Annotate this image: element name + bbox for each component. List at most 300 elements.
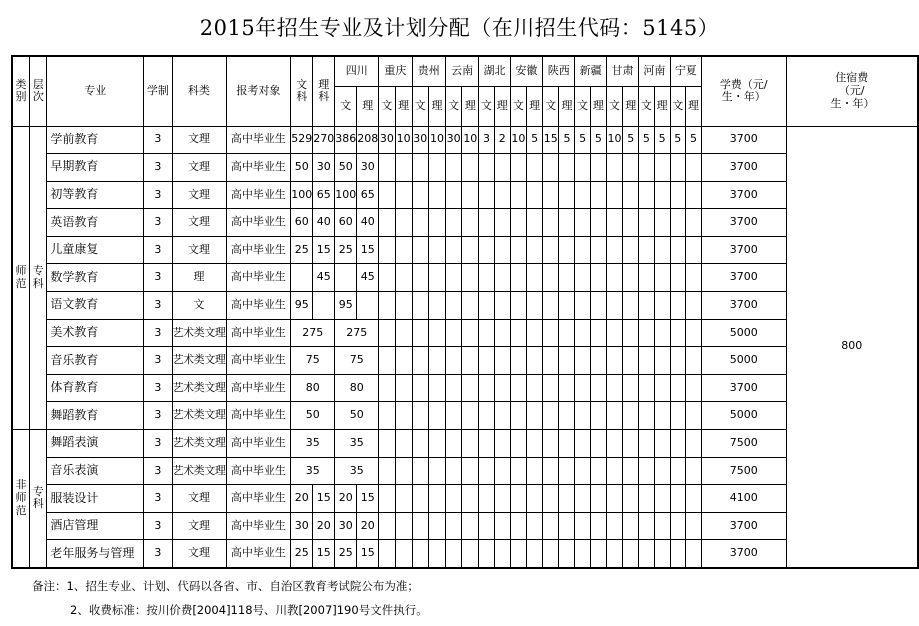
province-li-cell: 5	[527, 126, 543, 154]
total-cell: 75	[291, 347, 335, 375]
empty-cell	[543, 292, 559, 320]
empty-cell	[623, 209, 639, 237]
empty-cell	[479, 374, 494, 402]
empty-cell	[575, 485, 590, 513]
empty-cell	[606, 457, 622, 485]
empty-cell	[670, 540, 685, 568]
total-wen-cell: 60	[291, 209, 313, 237]
empty-cell	[494, 319, 510, 347]
province-wen-cell	[335, 264, 357, 292]
subject-cell: 艺术类文理	[172, 347, 226, 375]
empty-cell	[395, 319, 412, 347]
empty-cell	[412, 540, 428, 568]
empty-cell	[606, 209, 622, 237]
empty-cell	[654, 374, 670, 402]
empty-cell	[428, 485, 445, 513]
duration-cell: 3	[144, 209, 172, 237]
empty-cell	[494, 292, 510, 320]
empty-cell	[412, 236, 428, 264]
empty-cell	[606, 540, 622, 568]
header-province: 重庆	[379, 56, 412, 86]
empty-cell	[462, 540, 479, 568]
applicants-cell: 高中毕业生	[226, 264, 291, 292]
total-li-cell	[313, 292, 335, 320]
table-row	[12, 236, 918, 264]
empty-cell	[670, 319, 685, 347]
subject-cell: 艺术类文理	[172, 402, 226, 430]
empty-cell	[670, 209, 685, 237]
total-cell: 50	[291, 402, 335, 430]
table-row	[12, 485, 918, 513]
empty-cell	[462, 485, 479, 513]
empty-cell	[445, 512, 461, 540]
empty-cell	[379, 430, 395, 458]
major-cell: 语文教育	[47, 292, 144, 320]
major-cell: 数学教育	[47, 264, 144, 292]
total-cell: 35	[291, 457, 335, 485]
province-wen-cell: 25	[335, 236, 357, 264]
empty-cell	[590, 181, 606, 209]
empty-cell	[623, 181, 639, 209]
header-wen: 文	[606, 86, 622, 126]
header-subject: 科类	[172, 56, 226, 126]
province-li-cell: 5	[685, 126, 701, 154]
empty-cell	[445, 292, 461, 320]
empty-cell	[559, 319, 575, 347]
empty-cell	[479, 181, 494, 209]
subject-cell: 艺术类文理	[172, 374, 226, 402]
total-li-cell: 15	[313, 485, 335, 513]
tuition-cell: 3700	[702, 154, 787, 182]
empty-cell	[654, 292, 670, 320]
header-province: 贵州	[412, 56, 445, 86]
empty-cell	[575, 402, 590, 430]
notes	[32, 574, 428, 622]
empty-cell	[510, 540, 526, 568]
empty-cell	[543, 540, 559, 568]
empty-cell	[527, 264, 543, 292]
header-province: 四川	[335, 56, 379, 86]
empty-cell	[639, 540, 654, 568]
empty-cell	[670, 430, 685, 458]
header-duration: 学制	[144, 56, 172, 126]
empty-cell	[654, 236, 670, 264]
tuition-cell: 5000	[702, 402, 787, 430]
empty-cell	[670, 181, 685, 209]
table-row	[12, 292, 918, 320]
note-1: 备注：1、招生专业、计划、代码以各省、市、自治区教育考试院公布为准；	[32, 579, 419, 593]
header-li: 理	[395, 86, 412, 126]
empty-cell	[428, 540, 445, 568]
table-row	[12, 402, 918, 430]
applicants-cell: 高中毕业生	[226, 347, 291, 375]
empty-cell	[639, 181, 654, 209]
empty-cell	[654, 457, 670, 485]
empty-cell	[575, 347, 590, 375]
empty-cell	[462, 402, 479, 430]
empty-cell	[606, 236, 622, 264]
duration-cell: 3	[144, 154, 172, 182]
header-category: 类别	[12, 56, 30, 126]
major-cell: 酒店管理	[47, 512, 144, 540]
province-li-cell: 10	[395, 126, 412, 154]
subject-cell: 文理	[172, 126, 226, 154]
category-cell: 师范	[12, 126, 30, 430]
empty-cell	[428, 430, 445, 458]
table-row	[12, 126, 918, 154]
subject-cell: 文理	[172, 181, 226, 209]
empty-cell	[412, 485, 428, 513]
applicants-cell: 高中毕业生	[226, 457, 291, 485]
empty-cell	[543, 181, 559, 209]
total-li-cell: 45	[313, 264, 335, 292]
empty-cell	[527, 430, 543, 458]
empty-cell	[527, 181, 543, 209]
total-wen-cell: 30	[291, 512, 313, 540]
header-wen: 文	[412, 86, 428, 126]
empty-cell	[479, 430, 494, 458]
header-li: 理	[685, 86, 701, 126]
tuition-cell: 3700	[702, 374, 787, 402]
table-row	[12, 457, 918, 485]
province-li-cell: 30	[357, 154, 379, 182]
total-wen-cell: 100	[291, 181, 313, 209]
total-cell: 275	[291, 319, 335, 347]
empty-cell	[639, 402, 654, 430]
header-wen: 文	[510, 86, 526, 126]
empty-cell	[494, 181, 510, 209]
empty-cell	[639, 264, 654, 292]
province-wen-cell: 50	[335, 154, 357, 182]
empty-cell	[510, 485, 526, 513]
empty-cell	[575, 236, 590, 264]
empty-cell	[670, 457, 685, 485]
empty-cell	[559, 457, 575, 485]
empty-cell	[379, 374, 395, 402]
empty-cell	[395, 485, 412, 513]
tuition-cell: 3700	[702, 292, 787, 320]
empty-cell	[462, 347, 479, 375]
province-li-cell: 2	[494, 126, 510, 154]
total-li-cell: 65	[313, 181, 335, 209]
empty-cell	[559, 292, 575, 320]
empty-cell	[639, 236, 654, 264]
empty-cell	[639, 485, 654, 513]
empty-cell	[590, 154, 606, 182]
empty-cell	[654, 181, 670, 209]
table-row	[12, 209, 918, 237]
applicants-cell: 高中毕业生	[226, 154, 291, 182]
empty-cell	[428, 402, 445, 430]
empty-cell	[606, 264, 622, 292]
empty-cell	[639, 209, 654, 237]
province-li-cell: 15	[357, 236, 379, 264]
province-wen-cell: 5	[670, 126, 685, 154]
empty-cell	[462, 292, 479, 320]
province-wen-cell: 20	[335, 485, 357, 513]
empty-cell	[395, 347, 412, 375]
header-wen: 文	[445, 86, 461, 126]
table-row	[12, 512, 918, 540]
province-wen-cell: 100	[335, 181, 357, 209]
empty-cell	[462, 236, 479, 264]
header-province: 安徽	[510, 56, 542, 86]
empty-cell	[670, 512, 685, 540]
empty-cell	[654, 154, 670, 182]
enrollment-plan-table	[11, 55, 919, 569]
total-li-cell: 30	[313, 154, 335, 182]
total-li-cell: 15	[313, 236, 335, 264]
empty-cell	[543, 402, 559, 430]
province-li-cell: 65	[357, 181, 379, 209]
empty-cell	[670, 236, 685, 264]
empty-cell	[412, 209, 428, 237]
empty-cell	[606, 485, 622, 513]
tuition-cell: 3700	[702, 126, 787, 154]
empty-cell	[445, 236, 461, 264]
duration-cell: 3	[144, 347, 172, 375]
empty-cell	[639, 512, 654, 540]
applicants-cell: 高中毕业生	[226, 485, 291, 513]
empty-cell	[685, 512, 701, 540]
tuition-cell: 4100	[702, 485, 787, 513]
empty-cell	[527, 512, 543, 540]
province-wen-cell: 5	[575, 126, 590, 154]
empty-cell	[494, 154, 510, 182]
empty-cell	[510, 402, 526, 430]
empty-cell	[543, 457, 559, 485]
empty-cell	[559, 430, 575, 458]
applicants-cell: 高中毕业生	[226, 374, 291, 402]
duration-cell: 3	[144, 402, 172, 430]
header-li: 理	[494, 86, 510, 126]
total-wen-cell: 25	[291, 540, 313, 568]
empty-cell	[428, 209, 445, 237]
empty-cell	[654, 485, 670, 513]
total-wen-cell: 95	[291, 292, 313, 320]
empty-cell	[559, 209, 575, 237]
empty-cell	[559, 540, 575, 568]
total-li-cell: 20	[313, 512, 335, 540]
empty-cell	[479, 209, 494, 237]
empty-cell	[445, 457, 461, 485]
province-li-cell: 5	[623, 126, 639, 154]
table-row	[12, 430, 918, 458]
empty-cell	[510, 264, 526, 292]
empty-cell	[445, 374, 461, 402]
empty-cell	[479, 236, 494, 264]
duration-cell: 3	[144, 181, 172, 209]
empty-cell	[606, 319, 622, 347]
empty-cell	[412, 319, 428, 347]
empty-cell	[379, 347, 395, 375]
empty-cell	[428, 236, 445, 264]
level-cell: 专科	[30, 430, 47, 568]
total-wen-cell: 529	[291, 126, 313, 154]
empty-cell	[654, 512, 670, 540]
applicants-cell: 高中毕业生	[226, 402, 291, 430]
subject-cell: 文理	[172, 485, 226, 513]
province-li-cell: 10	[428, 126, 445, 154]
province-wen-cell: 30	[412, 126, 428, 154]
empty-cell	[412, 181, 428, 209]
empty-cell	[590, 292, 606, 320]
empty-cell	[559, 236, 575, 264]
major-cell: 舞蹈表演	[47, 430, 144, 458]
province-wen-cell: 60	[335, 209, 357, 237]
province-wen-cell: 25	[335, 540, 357, 568]
empty-cell	[670, 154, 685, 182]
empty-cell	[379, 402, 395, 430]
empty-cell	[479, 319, 494, 347]
applicants-cell: 高中毕业生	[226, 236, 291, 264]
empty-cell	[543, 512, 559, 540]
empty-cell	[395, 374, 412, 402]
empty-cell	[639, 457, 654, 485]
empty-cell	[395, 181, 412, 209]
tuition-cell: 3700	[702, 512, 787, 540]
empty-cell	[379, 540, 395, 568]
empty-cell	[479, 485, 494, 513]
empty-cell	[510, 236, 526, 264]
empty-cell	[428, 292, 445, 320]
empty-cell	[395, 292, 412, 320]
total-li-cell: 15	[313, 540, 335, 568]
empty-cell	[590, 264, 606, 292]
empty-cell	[623, 512, 639, 540]
empty-cell	[685, 292, 701, 320]
empty-cell	[462, 264, 479, 292]
header-li: 理	[462, 86, 479, 126]
table-row	[12, 319, 918, 347]
empty-cell	[428, 264, 445, 292]
empty-cell	[510, 209, 526, 237]
empty-cell	[639, 430, 654, 458]
empty-cell	[559, 154, 575, 182]
subject-cell: 艺术类文理	[172, 319, 226, 347]
province-li-cell: 5	[559, 126, 575, 154]
empty-cell	[685, 430, 701, 458]
applicants-cell: 高中毕业生	[226, 209, 291, 237]
empty-cell	[494, 402, 510, 430]
empty-cell	[412, 347, 428, 375]
empty-cell	[379, 292, 395, 320]
empty-cell	[685, 540, 701, 568]
category-cell: 非师范	[12, 430, 30, 568]
empty-cell	[428, 457, 445, 485]
empty-cell	[412, 402, 428, 430]
empty-cell	[479, 154, 494, 182]
empty-cell	[510, 154, 526, 182]
empty-cell	[379, 236, 395, 264]
total-li-cell: 40	[313, 209, 335, 237]
empty-cell	[654, 264, 670, 292]
empty-cell	[395, 402, 412, 430]
empty-cell	[479, 512, 494, 540]
applicants-cell: 高中毕业生	[226, 430, 291, 458]
empty-cell	[462, 512, 479, 540]
empty-cell	[575, 540, 590, 568]
empty-cell	[527, 347, 543, 375]
header-li: 理	[590, 86, 606, 126]
empty-cell	[412, 374, 428, 402]
empty-cell	[527, 236, 543, 264]
empty-cell	[590, 512, 606, 540]
header-wen: 文	[543, 86, 559, 126]
empty-cell	[623, 540, 639, 568]
empty-cell	[590, 540, 606, 568]
empty-cell	[575, 181, 590, 209]
subject-cell: 文理	[172, 512, 226, 540]
province-wen-cell: 10	[510, 126, 526, 154]
header-province: 湖北	[479, 56, 510, 86]
empty-cell	[379, 485, 395, 513]
empty-cell	[494, 485, 510, 513]
empty-cell	[559, 374, 575, 402]
empty-cell	[623, 292, 639, 320]
header-applicants: 报考对象	[226, 56, 291, 126]
empty-cell	[395, 209, 412, 237]
total-wen-cell: 20	[291, 485, 313, 513]
sichuan-cell: 50	[335, 402, 379, 430]
empty-cell	[559, 402, 575, 430]
empty-cell	[462, 430, 479, 458]
tuition-cell: 3700	[702, 540, 787, 568]
tuition-cell: 7500	[702, 457, 787, 485]
empty-cell	[685, 236, 701, 264]
empty-cell	[445, 540, 461, 568]
province-li-cell: 5	[654, 126, 670, 154]
subject-cell: 文理	[172, 236, 226, 264]
empty-cell	[379, 264, 395, 292]
empty-cell	[379, 181, 395, 209]
empty-cell	[590, 319, 606, 347]
sichuan-cell: 75	[335, 347, 379, 375]
empty-cell	[527, 457, 543, 485]
empty-cell	[379, 319, 395, 347]
sichuan-cell: 275	[335, 319, 379, 347]
empty-cell	[527, 540, 543, 568]
province-li-cell: 20	[357, 512, 379, 540]
header-province: 陕西	[543, 56, 575, 86]
empty-cell	[428, 347, 445, 375]
province-li-cell: 15	[357, 485, 379, 513]
empty-cell	[606, 374, 622, 402]
empty-cell	[510, 292, 526, 320]
empty-cell	[623, 374, 639, 402]
empty-cell	[670, 402, 685, 430]
header-li: 理	[623, 86, 639, 126]
empty-cell	[590, 402, 606, 430]
province-li-cell: 10	[462, 126, 479, 154]
empty-cell	[494, 374, 510, 402]
duration-cell: 3	[144, 512, 172, 540]
empty-cell	[590, 236, 606, 264]
tuition-cell: 3700	[702, 236, 787, 264]
empty-cell	[462, 374, 479, 402]
empty-cell	[527, 319, 543, 347]
empty-cell	[479, 264, 494, 292]
empty-cell	[623, 402, 639, 430]
level-cell: 专科	[30, 126, 47, 430]
empty-cell	[462, 457, 479, 485]
empty-cell	[559, 485, 575, 513]
empty-cell	[510, 374, 526, 402]
subject-cell: 艺术类文理	[172, 430, 226, 458]
empty-cell	[543, 430, 559, 458]
header-li: 理	[654, 86, 670, 126]
empty-cell	[606, 181, 622, 209]
